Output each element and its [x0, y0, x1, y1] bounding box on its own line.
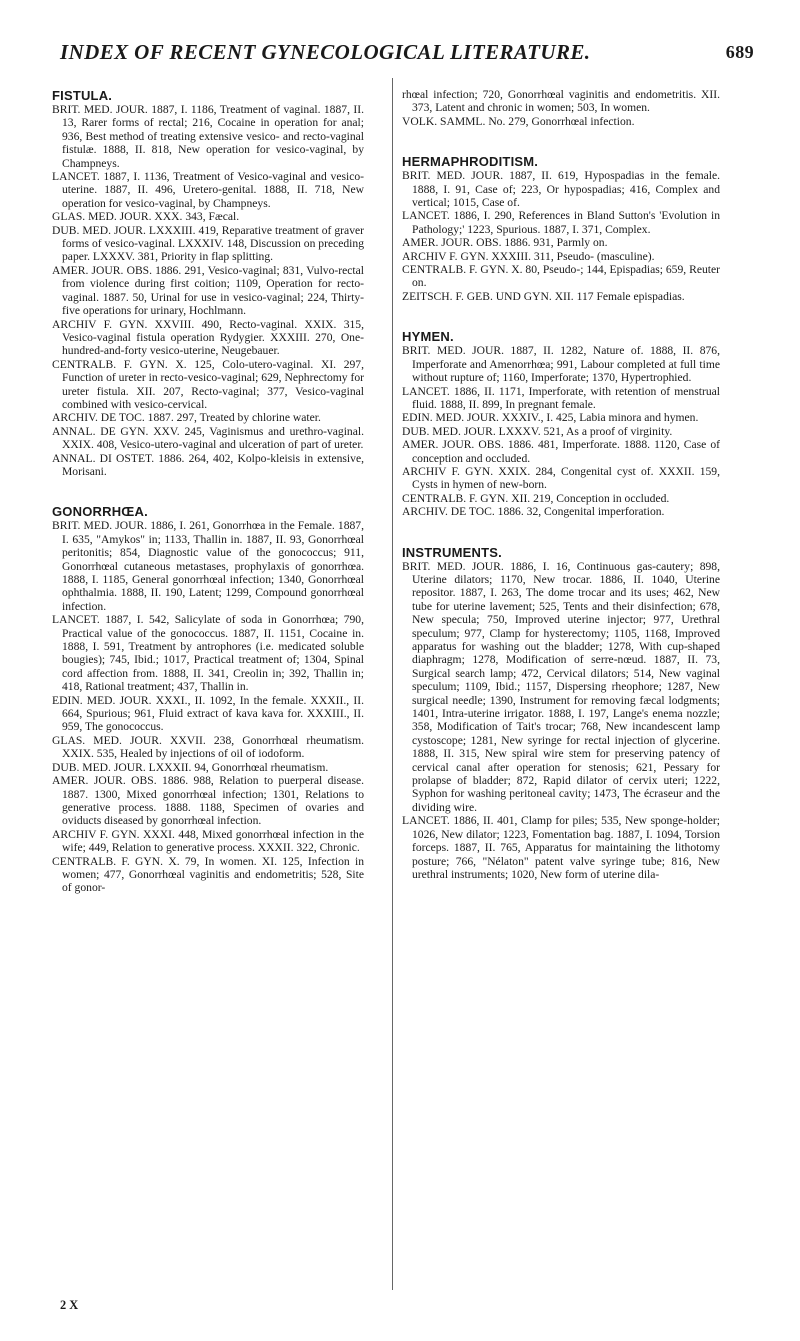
index-entry: LANCET. 1886, II. 401, Clamp for piles; 535, New sponge-holder; 1026, New dilator; 1223, Fomentation bag. 1887, I. 1094, Torsion forceps. 1887, II. 765, Apparatus for maintaining the lithotomy posture; 766, "Nélaton" patent valve syringe tube; 816, New urethral instruments; 1020, New form of uterine dila- — [402, 814, 720, 881]
section-heading: GONORRHŒA. — [52, 504, 148, 520]
index-entry: LANCET. 1887, I. 542, Salicylate of soda in Gonorrhœa; 790, Practical value of the gonococcus. 1887, II. 1151, Cocaine in. 1888, I. 591, Treatment by antrophores (i.e. medicated soluble bougies); 745, Ibid.; 1017, Practical treatment of; 1304, Spinal cord affection from. 1888, II. 341, Creolin in; 392, Thallin in; 418, Rational treatment; 437, Thallin in. — [52, 613, 364, 694]
section-heading: HYMEN. — [402, 329, 454, 345]
index-entry: VOLK. SAMML. No. 279, Gonorrhœal infection. — [402, 114, 635, 128]
column-divider — [392, 78, 393, 1290]
index-entry: EDIN. MED. JOUR. XXXIV., I. 425, Labia minora and hymen. — [402, 411, 699, 425]
index-entry: GLAS. MED. JOUR. XXVII. 238, Gonorrhœal rheumatism. XXIX. 535, Healed by injections of oil of iodoform. — [52, 733, 364, 761]
running-title: INDEX OF RECENT GYNECOLOGICAL LITERATURE. — [60, 40, 591, 64]
index-entry: BRIT. MED. JOUR. 1886, I. 16, Continuous gas-cautery; 898, Uterine dilators; 1170, New trocar. 1886, II. 1040, Uterine repositor. 1887, I. 263, The dome trocar and its uses; 462, New tube for uterine lavement; 525, Tents and their disinfection; 678, New specula; 750, Improved uterine injector; 977, Urethral speculum; 977, Clamp for hysterectomy; 1105, 1168, Improved apparatus for washing out the bladder; 1278, With cup-shaped diaphragm; 1278, Modification of serre-nœud. 1887, II. 73, Surgical search lamp; 472, Cervical dilators; 514, New vaginal speculum; 1109, Ibid.; 1157, Dispersing rheophore; 1287, New surgical needle; 1390, Instrument for removing fæcal lodgments; 1401, Intra-uterine irrigator. 1888, I. 197, Lange's enema nozzle; 358, Modification of Tait's trocar; 768, New incandescent lamp cystoscope; 1281, New syringe for rectal injection of glycerine. 1888, II. 315, New spiral wire stem for preserving patency of cervical canal after operation for stenosis; 621, Pessary for prolapse of bladder; 872, Rapid dilator of cervix uteri; 1222, Syphon for washing peritoneal cavity; 1473, The écraseur and the dividing wire. — [402, 559, 720, 814]
index-entry: CENTRALB. F. GYN. XII. 219, Conception in occluded. — [402, 491, 670, 505]
section-gonorrh-a — [52, 504, 364, 894]
section-heading: INSTRUMENTS. — [402, 544, 502, 560]
index-entry: GLAS. MED. JOUR. XXX. 343, Fæcal. — [52, 210, 240, 224]
index-entry: BRIT. MED. JOUR. 1887, II. 1282, Nature of. 1888, II. 876, Imperforate and Amenorrhœa; 991, Labour completed at full time without rupture of; 1160, Imperforate; 1370, Hypertrophied. — [402, 344, 720, 385]
index-entry: CENTRALB. F. GYN. X. 80, Pseudo-; 144, Epispadias; 659, Reuter on. — [402, 263, 720, 290]
index-entry: DUB. MED. JOUR. LXXXV. 521, As a proof of virginity. — [402, 424, 673, 438]
section-spacer — [402, 303, 720, 329]
section-heading: FISTULA. — [52, 88, 113, 103]
index-entry: CENTRALB. F. GYN. X. 125, Colo-utero-vaginal. XI. 297, Function of ureter in recto-vesico-vaginal; 629, Nephrectomy for ureter fistula. XII. 207, Recto-vaginal; 377, Vesico-vaginal combined with vesico-cervical. — [52, 357, 364, 411]
page-header — [60, 40, 754, 64]
index-entry: LANCET. 1887, I. 1136, Treatment of Vesico-vaginal and vesico-uterine. 1887, II. 496, Uretero-genital. 1888, II. 718, New operation for vesico-vaginal, by Champneys. — [52, 170, 364, 210]
page-number: 689 — [725, 42, 754, 62]
section-spacer — [402, 519, 720, 545]
index-entry: AMER. JOUR. OBS. 1886. 481, Imperforate. 1888. 1120, Case of conception and occluded. — [402, 438, 720, 465]
left-column — [52, 88, 364, 895]
index-entry: BRIT. MED. JOUR. 1887, II. 619, Hypospadias in the female. 1888, I. 91, Case of; 223, Or hypospadias; 416, Complex and vertical; 1015, Case of. — [402, 169, 720, 210]
index-entry: ARCHIV F. GYN. XXXIII. 311, Pseudo- (masculine). — [402, 249, 655, 263]
right-column — [402, 88, 720, 881]
index-entry: ARCHIV. DE TOC. 1887. 297, Treated by chlorine water. — [52, 411, 321, 425]
index-entry: ZEITSCH. F. GEB. UND GYN. XII. 117 Female epispadias. — [402, 289, 685, 303]
index-entry: ARCHIV F. GYN. XXVIII. 490, Recto-vaginal. XXIX. 315, Vesico-vaginal fistula operation Rydygier. XXXIII. 270, One-hundred-and-forty vesico-uterine, Neugebauer. — [52, 317, 364, 358]
index-entry: ANNAL. DE GYN. XXV. 245, Vaginismus and urethro-vaginal. XXIX. 408, Vesico-utero-vaginal and ulceration of part of ureter. — [52, 424, 364, 452]
section-spacer — [52, 478, 364, 504]
index-entry: LANCET. 1886, I. 290, References in Bland Sutton's 'Evolution in Pathology;' 1223, Spurious. 1887, I. 371, Complex. — [402, 209, 720, 236]
section-hymen — [402, 329, 720, 518]
index-entry: LANCET. 1886, II. 1171, Imperforate, with retention of menstrual fluid. 1888, II. 899, In pregnant female. — [402, 384, 720, 411]
index-entry: ARCHIV F. GYN. XXIX. 284, Congenital cyst of. XXXII. 159, Cysts in hymen of new-born. — [402, 464, 720, 492]
signature-mark: 2 X — [60, 1298, 79, 1312]
index-entry: AMER. JOUR. OBS. 1886. 291, Vesico-vaginal; 831, Vulvo-rectal from violence during first coition; 1109, Operation for recto-vaginal. 1887. 50, Urinal for use in vesico-vaginal; 224, Thirty-five operations for urinary, Hochlmann. — [52, 263, 364, 318]
index-entry: ARCHIV F. GYN. XXXI. 448, Mixed gonorrhœal infection in the wife; 449, Relation to generative process. XXXII. 322, Chronic. — [52, 827, 364, 855]
index-entry: CENTRALB. F. GYN. X. 79, In women. XI. 125, Infection in women; 477, Gonorrhœal vaginitis and endometritis; 528, Site of gonor- — [52, 854, 364, 895]
section-continuation — [402, 88, 720, 128]
index-entry: rhœal infection; 720, Gonorrhœal vaginitis and endometritis. XII. 373, Latent and chronic in women; 503, In women. — [402, 88, 720, 115]
index-entry: BRIT. MED. JOUR. 1886, I. 261, Gonorrhœa in the Female. 1887, I. 635, "Amykos" in; 1133, Thallin in. 1887, II. 93, Gonorrhœal peritonitis; 854, Diagnostic value of the gonococcus; 911, Gonorrhœal cutaneous metastases, prophylaxis of gonorrhœa. 1888, I. 1185, General gonorrhœal infection; 1340, Gonorrhœal ophthalmia. 1888, II. 190, Latent; 1299, Compound gonorrhœal infection. — [52, 519, 364, 613]
index-entry: ANNAL. DI OSTET. 1886. 264, 402, Kolpo-kleisis in extensive, Morisani. — [52, 451, 364, 478]
section-heading: HERMAPHRODITISM. — [402, 154, 539, 170]
index-entry: AMER. JOUR. OBS. 1886. 988, Relation to puerperal disease. 1887. 1300, Mixed gonorrhœal infection; 1301, Relations to generative process. 1888. 1188, Specimen of ovaries and oviducts diseased by gonorrhœal infection. — [52, 774, 364, 828]
index-entry: DUB. MED. JOUR. LXXXII. 94, Gonorrhœal rheumatism. — [52, 760, 329, 774]
index-entry: AMER. JOUR. OBS. 1886. 931, Parmly on. — [402, 236, 608, 250]
index-entry: BRIT. MED. JOUR. 1887, I. 1186, Treatment of vaginal. 1887, II. 13, Rarer forms of rectal; 216, Cocaine in operation for anal; 936, Best method of treating extensive vesico- and recto-vaginal fistulæ. 1888, II. 818, New operation for vesico-vaginal, by Champneys. — [52, 103, 364, 170]
section-instruments — [402, 545, 720, 882]
index-entry: ARCHIV. DE TOC. 1886. 32, Congenital imperforation. — [402, 505, 665, 519]
section-fistula — [52, 88, 364, 478]
index-entry: EDIN. MED. JOUR. XXXI., II. 1092, In the female. XXXII., II. 664, Spurious; 961, Fluid extract of kava kava for. XXXIII., II. 959, The gonococcus. — [52, 693, 364, 734]
section-spacer — [402, 128, 720, 154]
section-hermaphroditism — [402, 154, 720, 303]
index-entry: DUB. MED. JOUR. LXXXIII. 419, Reparative treatment of graver forms of vesico-vaginal. LXXXIV. 148, Discussion on preceding paper. LXXXV. 381, Priority in flap splitting. — [52, 223, 364, 264]
